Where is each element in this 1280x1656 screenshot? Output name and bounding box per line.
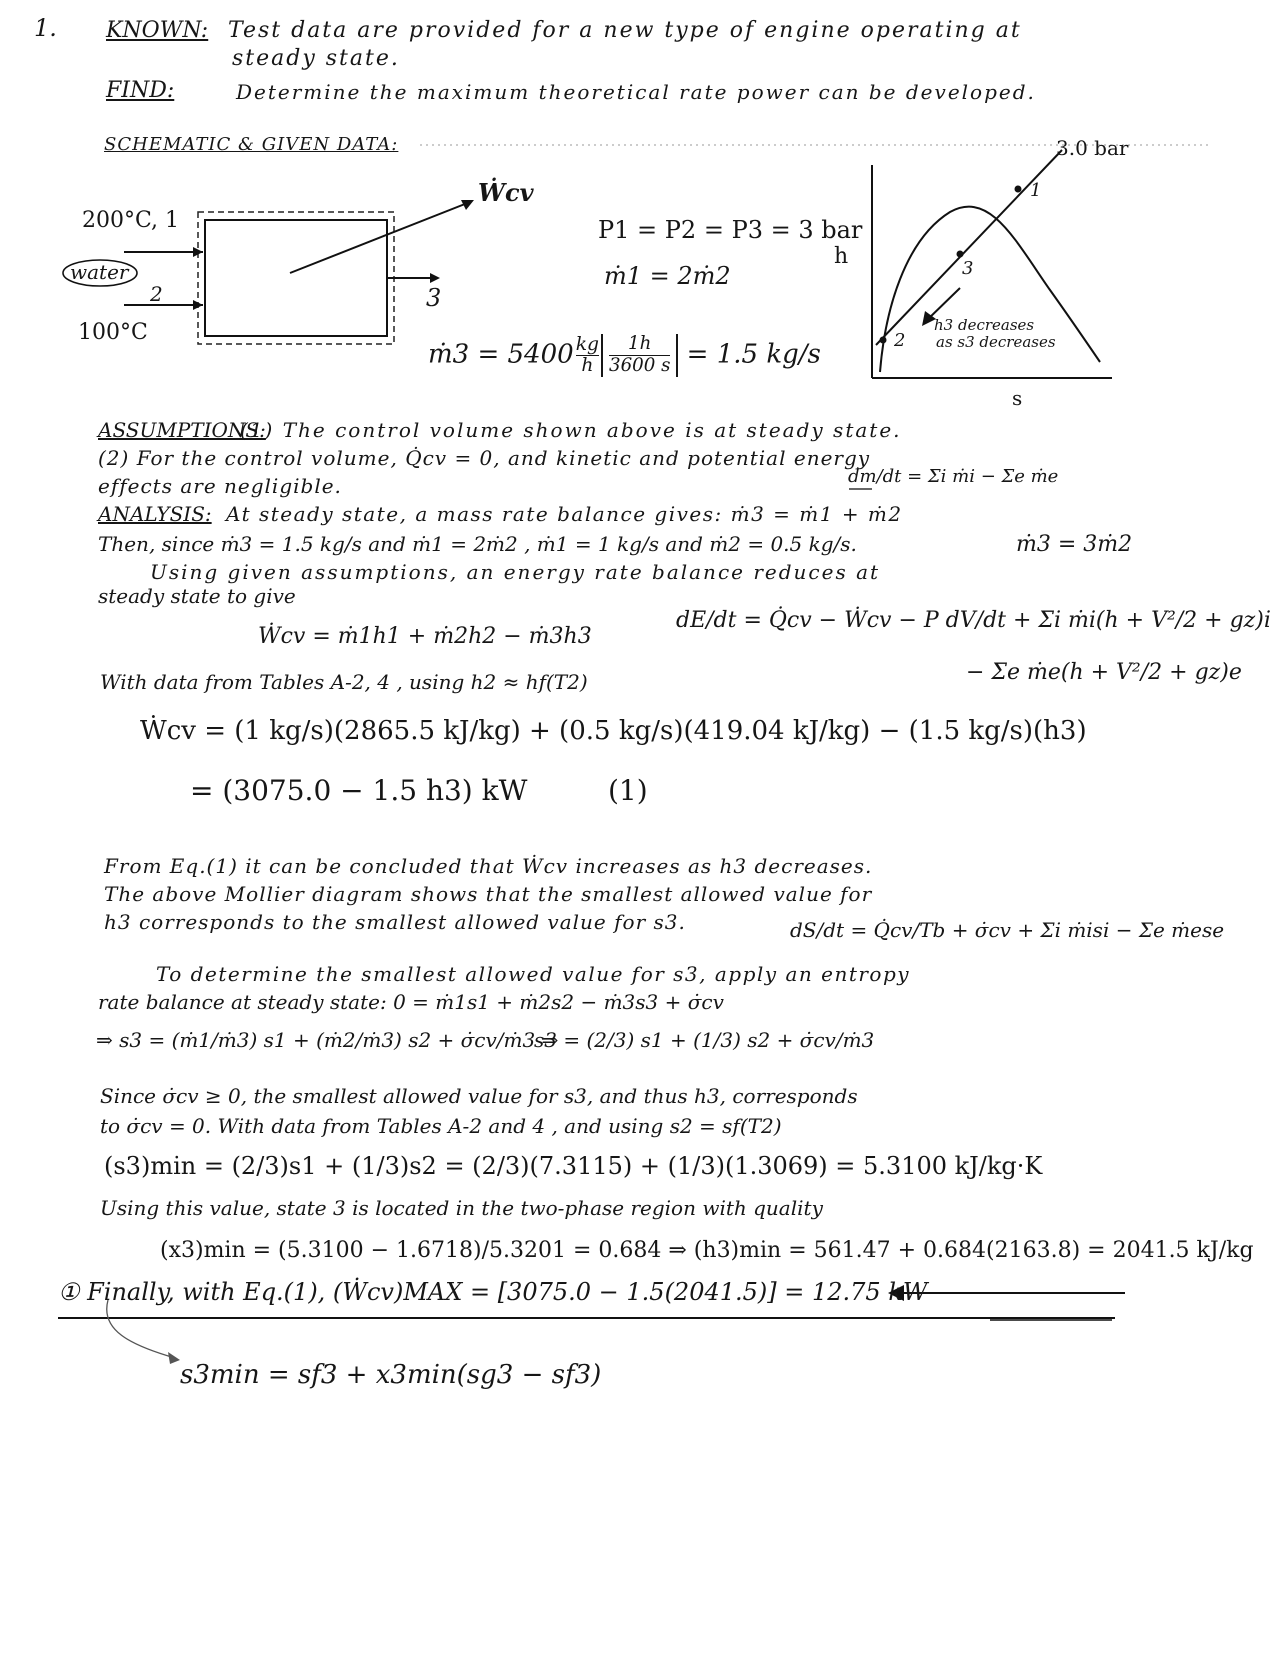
- conclusion-line1: From Eq.(1) it can be concluded that Ẇcv increases as h3 decreases.: [104, 854, 873, 878]
- conclusion-line3: h3 corresponds to the smallest allowed value for s3.: [104, 910, 686, 934]
- known-line2: steady state.: [232, 46, 400, 71]
- x3-min: (x3)min = (5.3100 − 1.6718)/5.3201 = 0.684 ⇒ (h3)min = 561.47 + 0.684(2163.8) = 2041.5 kJ/kg: [160, 1238, 1254, 1263]
- massflow-relation: ṁ1 = 2ṁ2: [604, 262, 731, 290]
- outlet3-number: 3: [426, 284, 442, 312]
- analysis-line1: At steady state, a mass rate balance gives: ṁ3 = ṁ1 + ṁ2: [226, 502, 903, 526]
- find-label: FIND:: [106, 78, 175, 103]
- known-label: KNOWN:: [106, 18, 209, 43]
- work-equation: Ẇcv = (1 kg/s)(2865.5 kJ/kg) + (0.5 kg/s)(419.04 kJ/kg) − (1.5 kg/s)(h3): [140, 716, 1087, 746]
- equation-number: (1): [608, 774, 648, 807]
- pressure-relation: P1 = P2 = P3 = 3 bar: [598, 216, 863, 244]
- analysis-line2: Then, since ṁ3 = 1.5 kg/s and ṁ1 = 2ṁ2 , ṁ1 = 1 kg/s and ṁ2 = 0.5 kg/s.: [98, 532, 857, 556]
- assumption-3: effects are negligible.: [98, 474, 342, 498]
- tables-line: With data from Tables A-2, 4 , using h2 ≈ hf(T2): [100, 670, 588, 694]
- work-equation-result: = (3075.0 − 1.5 h3) kW: [190, 774, 528, 807]
- conclusion-line2: The above Mollier diagram shows that the smallest allowed value for: [104, 882, 873, 906]
- state3-label: 3: [962, 258, 974, 279]
- mollier-note-line1: h3 decreases: [934, 316, 1035, 334]
- isobar-label: 3.0 bar: [1056, 136, 1129, 160]
- state1-label: 1: [1030, 180, 1042, 201]
- assumption-2: (2) For the control volume, Q̇cv = 0, and kinetic and potential energy: [98, 446, 871, 470]
- m3-conversion: ṁ3 = 5400 $\frac{kg}{h}$ $\frac{1h}{3600 s}$ = 1.5 kg/s: [428, 333, 821, 376]
- determine-line2: rate balance at steady state: 0 = ṁ1s1 + ṁ2s2 − ṁ3s3 + σ̇cv: [98, 990, 724, 1014]
- mass-balance-note: dm/dt = Σi ṁi − Σe ṁe: [848, 466, 1059, 487]
- energy-general: dE/dt = Q̇cv − Ẇcv − P dV/dt + Σi ṁi(h + V²/2 + gz)i: [676, 608, 1271, 633]
- inlet2-number: 2: [150, 282, 163, 306]
- schematic-label: SCHEMATIC & GIVEN DATA:: [104, 134, 399, 155]
- m3-note: ṁ3 = 3ṁ2: [1016, 532, 1133, 557]
- s3-expression-1: ⇒ s3 = (ṁ1/ṁ3) s1 + (ṁ2/ṁ3) s2 + σ̇cv/ṁ3 ⇒: [96, 1028, 559, 1052]
- mollier-y-axis: h: [834, 244, 849, 269]
- final-answer: ① Finally, with Eq.(1), (Ẇcv)MAX = [3075.0 − 1.5(2041.5)] = 12.75 kW: [58, 1278, 928, 1306]
- determine-line1: To determine the smallest allowed value for s3, apply an entropy: [156, 962, 911, 986]
- analysis-line4: steady state to give: [98, 584, 296, 608]
- entropy-general: dS/dt = Q̇cv/Tb + σ̇cv + Σi ṁisi − Σe ṁese: [790, 918, 1225, 942]
- work-label: Ẇcv: [478, 178, 534, 207]
- energy-equation: Ẇcv = ṁ1h1 + ṁ2h2 − ṁ3h3: [258, 624, 592, 649]
- using-line: Using this value, state 3 is located in the two-phase region with quality: [100, 1196, 823, 1220]
- inlet2-temp: 100°C: [78, 320, 148, 345]
- known-line1: Test data are provided for a new type of engine operating at: [228, 18, 1022, 43]
- mollier-note-line2: as s3 decreases: [936, 333, 1056, 351]
- assumptions-label: ASSUMPTIONS:: [98, 418, 266, 442]
- mollier-x-axis: s: [1012, 386, 1023, 410]
- find-text: Determine the maximum theoretical rate power can be developed.: [236, 80, 1036, 104]
- assumption-1: (1) The control volume shown above is at steady state.: [240, 418, 902, 442]
- inlet1-temp: 200°C, 1: [82, 208, 180, 233]
- since-line2: to σ̇cv = 0. With data from Tables A-2 and 4 , and using s2 = sf(T2): [100, 1114, 782, 1138]
- energy-general-2: − Σe ṁe(h + V²/2 + gz)e: [966, 660, 1242, 685]
- analysis-line3: Using given assumptions, an energy rate balance reduces at: [150, 560, 881, 584]
- s3-expression-2: s3 = (2/3) s1 + (1/3) s2 + σ̇cv/ṁ3: [534, 1028, 875, 1052]
- problem-number: 1.: [34, 14, 57, 42]
- state2-label: 2: [894, 330, 906, 351]
- footnote-equation: s3min = sf3 + x3min(sg3 − sf3): [180, 1360, 602, 1390]
- since-line1: Since σ̇cv ≥ 0, the smallest allowed value for s3, and thus h3, corresponds: [100, 1084, 858, 1108]
- s3-min: (s3)min = (2/3)s1 + (1/3)s2 = (2/3)(7.3115) + (1/3)(1.3069) = 5.3100 kJ/kg·K: [104, 1152, 1043, 1180]
- analysis-label: ANALYSIS:: [98, 502, 212, 526]
- water-label: water: [70, 260, 129, 284]
